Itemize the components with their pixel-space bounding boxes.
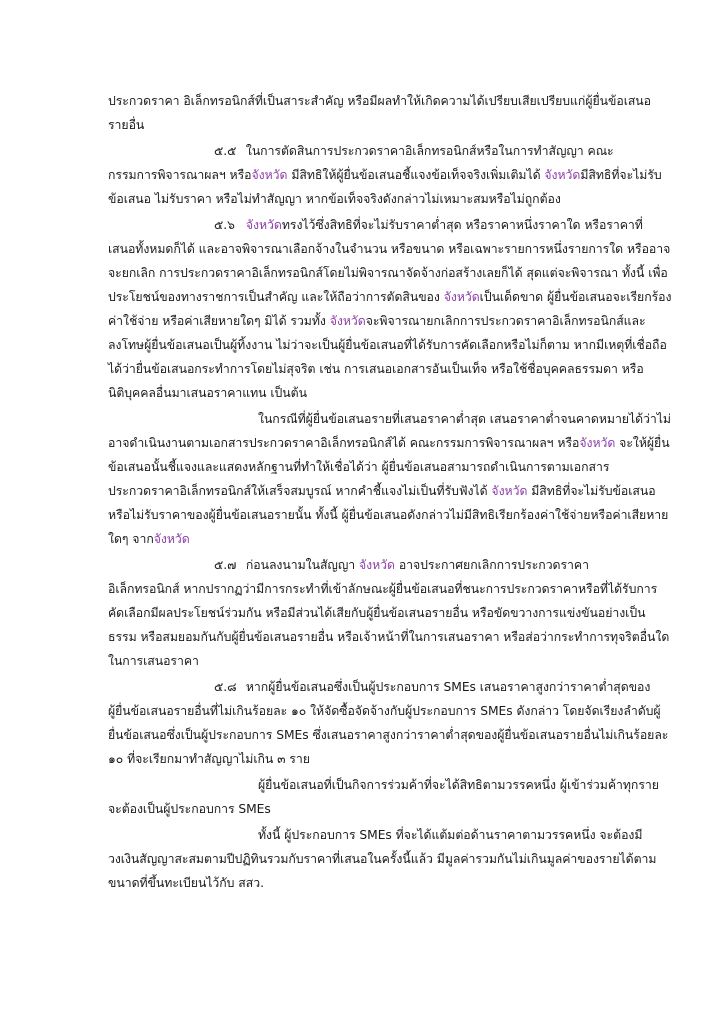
text-run: เสนอทั้งหมดก็ได้ และอาจพิจารณาเลือกจ้างในจำนวน หรือขนาด หรือเฉพาะรายการหนึ่งรายการใด หรืออาจ <box>108 242 671 256</box>
highlighted-term: จังหวัด <box>153 532 190 546</box>
text-line <box>214 216 643 234</box>
text-run: ลงโทษผู้ยื่นข้อเสนอเป็นผู้ทิ้งงาน ไม่ว่าจะเป็นผู้ยื่นข้อเสนอที่ได้รับการคัดเลือกหรือไม่ก็ตาม หากมีเหตุที่เชื่อถือ <box>108 338 667 352</box>
highlighted-term: จังหวัด <box>245 218 282 232</box>
text-run: ๑๐ ที่จะเรียกมาทำสัญญาไม่เกิน ๓ ราย <box>108 752 310 766</box>
text-line <box>108 312 646 330</box>
text-run: คัดเลือกมีผลประโยชน์ร่วมกัน หรือมีส่วนได้เสียกับผู้ยื่นข้อเสนอรายอื่น หรือขัดขวางการแข่งขันอย่างเป็น <box>108 606 646 620</box>
text-run: หรือไม่รับราคาของผู้ยื่นข้อเสนอรายนั้น ทั้งนี้ ผู้ยื่นข้อเสนอดังกล่าวไม่มีสิทธิเรียกร้องค่าใช้จ่ายหรือค่าเสียหาย <box>108 508 669 522</box>
highlighted-term: จังหวัด <box>359 558 395 572</box>
text-run: จะพิจารณายกเลิกการประกวดราคาอิเล็กทรอนิกส์และ <box>365 314 646 328</box>
text-line <box>108 652 199 670</box>
text-line <box>108 264 668 282</box>
clause-number: ๕.๘ <box>214 680 237 694</box>
text-line <box>108 360 644 378</box>
text-run: มีสิทธิที่จะไม่รับข้อเสนอ <box>527 484 656 498</box>
text-run: ประโยชน์ของทางราชการเป็นสำคัญ และให้ถือว่าการตัดสินของ <box>108 290 444 304</box>
text-run: ทั้งนี้ ผู้ประกอบการ SMEs ที่จะได้แต้มต่อด้านราคาตามวรรคหนึ่ง จะต้องมี <box>258 828 643 842</box>
text-run: ในการตัดสินการประกวดราคาอิเล็กทรอนิกส์หรือในการทำสัญญา คณะ <box>242 144 614 158</box>
text-line <box>108 750 310 768</box>
text-line <box>108 190 561 208</box>
text-line <box>108 874 264 892</box>
text-run: หากผู้ยื่นข้อเสนอซึ่งเป็นผู้ประกอบการ SMEs เสนอราคาสูงกว่าราคาต่ำสุดของ <box>242 680 651 694</box>
text-line <box>108 166 662 184</box>
text-run: จะยกเลิก การประกวดราคาอิเล็กทรอนิกส์โดยไม่พิจารณาจัดจ้างก่อสร้างเลยก็ได้ สุดแต่จะพิจารณา ทั้งนี้ เพื่อ <box>108 266 668 280</box>
highlighted-term: จังหวัด <box>251 168 288 182</box>
highlighted-term: จังหวัด <box>443 290 480 304</box>
text-run: นิติบุคคลอื่นมาเสนอราคาแทน เป็นต้น <box>108 386 307 400</box>
text-run: รายอื่น <box>108 118 145 132</box>
text-run: ในการเสนอราคา <box>108 654 199 668</box>
text-run: ค่าใช้จ่าย หรือค่าเสียหายใดๆ มิได้ รวมทั้ง <box>108 314 330 328</box>
text-run: ในกรณีที่ผู้ยื่นข้อเสนอรายที่เสนอราคาต่ำสุด เสนอราคาต่ำจนคาดหมายได้ว่าไม่ <box>258 412 671 426</box>
text-run: ผู้ยื่นข้อเสนอที่เป็นกิจการร่วมค้าที่จะได้สิทธิตามวรรคหนึ่ง ผู้เข้าร่วมค้าทุกราย <box>258 778 659 792</box>
text-run: ข้อเสนอนั้นชี้แจงและแสดงหลักฐานที่ทำให้เชื่อได้ว่า ผู้ยื่นข้อเสนอสามารถดำเนินการตามเอกสาร <box>108 460 610 474</box>
text-line <box>108 530 190 548</box>
text-run: จะต้องเป็นผู้ประกอบการ SMEs <box>108 802 271 816</box>
text-line <box>108 116 144 134</box>
text-run: ข้อเสนอ ไม่รับราคา หรือไม่ทำสัญญา หากข้อเท็จจริงดังกล่าวไม่เหมาะสมหรือไม่ถูกต้อง <box>108 192 561 206</box>
highlighted-term: จังหวัด <box>544 168 581 182</box>
text-line <box>214 556 589 574</box>
text-line <box>108 506 668 524</box>
text-line <box>258 410 671 428</box>
text-run: จะให้ผู้ยื่น <box>615 436 670 450</box>
text-line <box>108 240 670 258</box>
text-line <box>108 336 667 354</box>
text-run: ก่อนลงนามในสัญญา <box>242 558 359 572</box>
text-run: วงเงินสัญญาสะสมตามปีปฏิทินรวมกับราคาที่เสนอในครั้งนี้แล้ว มีมูลค่ารวมกันไม่เกินมูลค่าของรายได้ตาม <box>108 852 657 866</box>
text-line <box>108 434 670 452</box>
text-line <box>214 142 614 160</box>
text-run: มีสิทธิให้ผู้ยื่นข้อเสนอชี้แจงข้อเท็จจริงเพิ่มเติมได้ <box>287 168 545 182</box>
text-line <box>108 850 656 868</box>
text-line <box>108 482 656 500</box>
clause-number: ๕.๗ <box>214 558 237 572</box>
text-run: อิเล็กทรอนิกส์ หากปรากฏว่ามีการกระทำที่เข้าลักษณะผู้ยื่นข้อเสนอที่ชนะการประกวดราคาหรือที่ได้รับการ <box>108 582 658 596</box>
text-run: ยื่นข้อเสนอซึ่งเป็นผู้ประกอบการ SMEs ซึ่งเสนอราคาสูงกว่าราคาต่ำสุดของผู้ยื่นข้อเสนอรายอื่นไม่เกินร้อยละ <box>108 728 669 742</box>
clause-number: ๕.๕ <box>214 144 237 158</box>
text-run: ธรรม หรือสมยอมกันกับผู้ยื่นข้อเสนอรายอื่น หรือเจ้าหน้าที่ในการเสนอราคา หรือส่อว่ากระทำการทุจริตอื่นใด <box>108 630 670 644</box>
text-line <box>214 678 650 696</box>
text-line <box>108 92 651 110</box>
text-run: เป็นเด็ดขาด ผู้ยื่นข้อเสนอจะเรียกร้อง <box>479 290 672 304</box>
text-run: ผู้ยื่นข้อเสนอรายอื่นที่ไม่เกินร้อยละ ๑๐ ให้จัดซื้อจัดจ้างกับผู้ประกอบการ SMEs ดังกล่าว โดยจัดเรียงลำดับผู้ <box>108 704 661 718</box>
text-run: ได้ว่ายื่นข้อเสนอกระทำการโดยไม่สุจริต เช่น การเสนอเอกสารอันเป็นเท็จ หรือใช้ชื่อบุคคลธรรมดา หรือ <box>108 362 644 376</box>
text-run: อาจประกาศยกเลิกการประกวดราคา <box>394 558 589 572</box>
highlighted-term: จังหวัด <box>579 436 616 450</box>
text-run: อาจดำเนินงานตามเอกสารประกวดราคาอิเล็กทรอนิกส์ได้ คณะกรรมการพิจารณาผลฯ หรือ <box>108 436 580 450</box>
text-line <box>108 458 609 476</box>
text-run: กรรมการพิจารณาผลฯ หรือ <box>108 168 252 182</box>
clause-number: ๕.๖ <box>214 218 235 232</box>
text-line <box>108 800 271 818</box>
text-run: ขนาดที่ขึ้นทะเบียนไว้กับ สสว. <box>108 876 264 890</box>
text-line <box>108 288 671 306</box>
text-line <box>108 604 645 622</box>
text-run: มีสิทธิที่จะไม่รับ <box>580 168 662 182</box>
text-line <box>108 702 661 720</box>
text-line <box>258 826 642 844</box>
text-run: ประกวดราคา อิเล็กทรอนิกส์ที่เป็นสาระสำคัญ หรือมีผลทำให้เกิดความได้เปรียบเสียเปรียบแก่ผู้ยื่นข้อเสนอ <box>108 94 651 108</box>
text-line <box>108 726 668 744</box>
highlighted-term: จังหวัด <box>491 484 528 498</box>
text-line <box>108 628 669 646</box>
highlighted-term: จังหวัด <box>329 314 366 328</box>
text-line <box>108 384 307 402</box>
text-run: ประกวดราคาอิเล็กทรอนิกส์ให้เสร็จสมบูรณ์ หากคำชี้แจงไม่เป็นที่รับฟังได้ <box>108 484 492 498</box>
text-run: ทรงไว้ซึ่งสิทธิที่จะไม่รับราคาต่ำสุด หรือราคาหนึ่งราคาใด หรือราคาที่ <box>281 218 643 232</box>
text-line <box>258 776 659 794</box>
text-line <box>108 580 657 598</box>
text-run: ใดๆ จาก <box>108 532 154 546</box>
